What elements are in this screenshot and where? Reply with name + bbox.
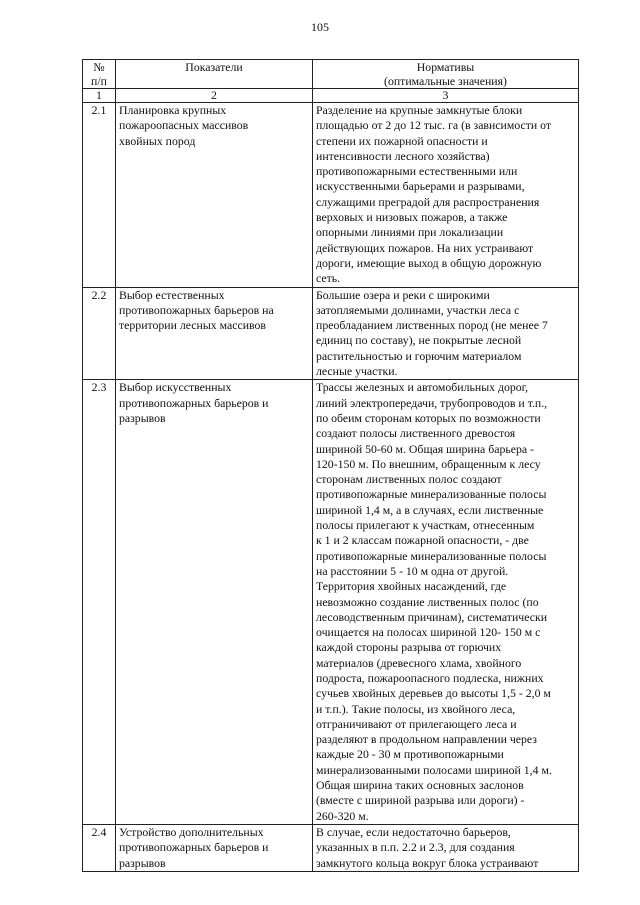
row-indicator: Выбор искусственных противопожарных барьеров и разрывов xyxy=(116,380,313,825)
row-norm: Трассы железных и автомобильных дорог, линий электропередачи, трубопроводов и т.п., по обеим сторонам которых по возможности создают полосы лиственного древостоя шириной 50-60 м. Общая ширина барьера - 120-150 м. По внешним, обращенным к лесу сторонам лиственных полос создают противопожарные минерализованные полосы шириной 1,4 м, а в случаях, если лиственные полосы прилегают к участкам, отнесенным к 1 и 2 классам пожарной опасности, - две противопожарные минерализованные полосы на расстоянии 5 - 10 м одна от другой. Территория хвойных насаждений, где невозможно создание лиственных полос (по лесоводственным причинам), систематически очищается на полосах шириной 120- 150 м с каждой стороны разрыва от горючих материалов (древесного хлама, хвойного подроста, пожароопасного подлеска, нижних сучьев хвойных деревьев до высоты 1,5 - 2,0 м и т.п.). Такие полосы, из хвойного леса, отграничивают от прилегающего леса и разделяют в продольном направлении через каждые 20 - 30 м противопожарными минерализованными полосами шириной 1,4 м. Общая ширина таких основных заслонов (вместе с шириной разрыва или дороги) - 260-320 м. xyxy=(313,380,579,825)
table-row xyxy=(83,824,579,871)
row-number: 2.2 xyxy=(83,287,116,380)
table-row xyxy=(83,287,579,380)
row-number: 2.4 xyxy=(83,824,116,871)
row-indicator: Устройство дополнительных противопожарных барьеров и разрывов xyxy=(116,824,313,871)
header-number: № п/п xyxy=(83,60,116,89)
header-norms-title: Нормативы xyxy=(416,60,475,74)
column-number: 2 xyxy=(116,89,313,103)
row-norm: Разделение на крупные замкнутые блоки площадью от 2 до 12 тыс. га (в зависимости от степени их пожарной опасности и интенсивности лесного хозяйства) противопожарными естественными или искусственными барьерами и разрывами, служащими преградой для распространения верховых и низовых пожаров, а также опорными линиями при локализации действующих пожаров. На них устраивают дороги, имеющие выход в общую дорожную сеть. xyxy=(313,103,579,288)
column-number: 1 xyxy=(83,89,116,103)
row-norm: Большие озера и реки с широкими затопляемыми долинами, участки леса с преобладанием лиственных пород (не менее 7 единиц по составу), не покрытые лесной растительностью и горючим материалом лесные участки. xyxy=(313,287,579,380)
norms-table xyxy=(82,59,579,872)
row-indicator: Выбор естественных противопожарных барьеров на территории лесных массивов xyxy=(116,287,313,380)
column-number-row xyxy=(83,89,579,103)
row-indicator: Планировка крупных пожароопасных массивов хвойных пород xyxy=(116,103,313,288)
header-norms xyxy=(313,60,579,89)
row-norm: В случае, если недостаточно барьеров, указанных в п.п. 2.2 и 2.3, для создания замкнутого кольца вокруг блока устраивают xyxy=(313,824,579,871)
page-number: 105 xyxy=(311,20,329,34)
header-norms-subtitle: (оптимальные значения) xyxy=(384,74,507,88)
row-number: 2.1 xyxy=(83,103,116,288)
header-indicators: Показатели xyxy=(116,60,313,89)
column-number: 3 xyxy=(313,89,579,103)
table-row xyxy=(83,103,579,288)
row-number: 2.3 xyxy=(83,380,116,825)
header-row xyxy=(83,60,579,89)
table-row xyxy=(83,380,579,825)
